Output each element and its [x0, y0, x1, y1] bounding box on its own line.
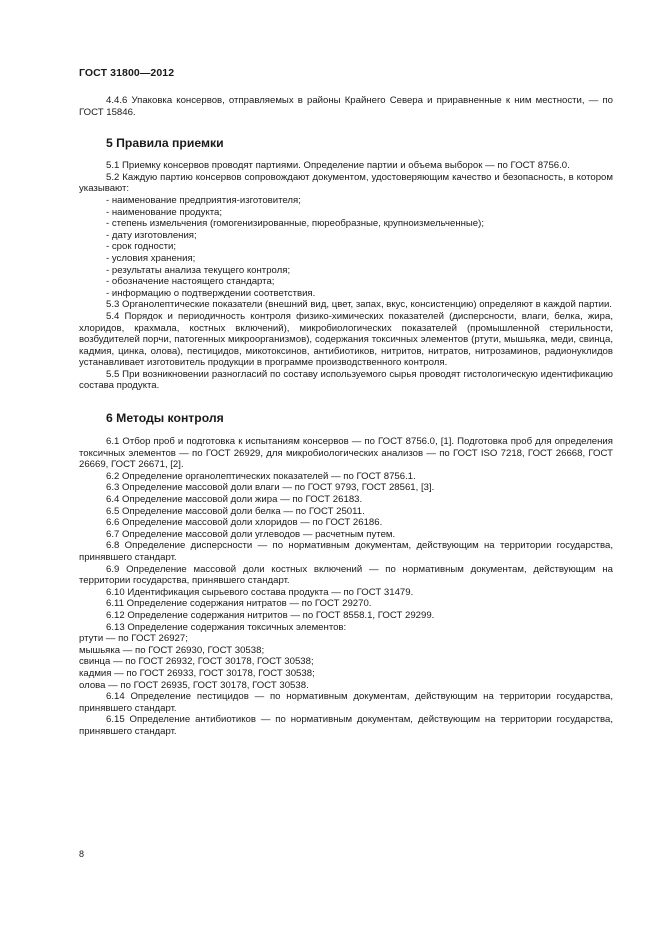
- paragraph-5-2: 5.2 Каждую партию консервов сопровождают документом, удостоверяющим качество и безопасность, в котором указывают:: [79, 171, 613, 195]
- paragraph-6-15: 6.15 Определение антибиотиков — по нормативным документам, действующим на территории государства, принявшего стандарт.: [79, 714, 613, 737]
- paragraph-6-12: 6.12 Определение содержания нитритов — по ГОСТ 8558.1, ГОСТ 29299.: [106, 609, 435, 621]
- paragraph-6-2: 6.2 Определение органолептических показателей — по ГОСТ 8756.1.: [106, 470, 416, 482]
- toxic-element-line: кадмия — по ГОСТ 26933, ГОСТ 30178, ГОСТ 30538;: [79, 667, 315, 679]
- paragraph-6-11: 6.11 Определение содержания нитратов — по ГОСТ 29270.: [106, 598, 372, 610]
- paragraph-6-7: 6.7 Определение массовой доли углеводов — расчетным путем.: [106, 528, 396, 540]
- paragraph-6-9: 6.9 Определение массовой доли костных включений — по нормативным документам, действующим на территории государства, принявшего стандарт.: [79, 563, 613, 587]
- page-number: 8: [79, 849, 85, 859]
- paragraph-6-8: 6.8 Определение дисперсности — по нормативным документам, действующим на территории государства, принявшего стандарт.: [79, 540, 613, 563]
- paragraph-5-4: 5.4 Порядок и периодичность контроля физико-химических показателей (дисперсности, влаги, белка, жира, хлоридов, крахмала, костных включений), микробиологических показателей (промышленной стерильности, возбудителей порчи, патогенных микроорганизмов), содержания токсичных элементов (ртути, мышьяка, меди, свинца, кадмия, цинка, олова), пестицидов, микотоксинов, антибиотиков, нитритов, нитратов, нитрозаминов, радионуклидов устанавливает изготовитель продукции в программе производственного контроля.: [79, 310, 613, 369]
- toxic-element-line: свинца — по ГОСТ 26932, ГОСТ 30178, ГОСТ 30538;: [79, 656, 314, 668]
- toxic-element-line: олова — по ГОСТ 26935, ГОСТ 30178, ГОСТ 30538.: [79, 679, 309, 691]
- list-item: - дату изготовления;: [106, 229, 197, 241]
- paragraph-6-4: 6.4 Определение массовой доли жира — по ГОСТ 26183.: [106, 494, 363, 506]
- paragraph-5-1: 5.1 Приемку консервов проводят партиями. Определение партии и объема выборок — по ГОСТ 8756.0.: [106, 160, 570, 172]
- paragraph-5-3: 5.3 Органолептические показатели (внешний вид, цвет, запах, вкус, консистенцию) определяют в каждой партии.: [106, 299, 612, 311]
- paragraph-6-3: 6.3 Определение массовой доли влаги — по ГОСТ 9793, ГОСТ 28561, [3].: [106, 482, 435, 494]
- list-item: - обозначение настоящего стандарта;: [106, 276, 275, 288]
- list-item: - наименование продукта;: [106, 206, 223, 218]
- list-item: - условия хранения;: [106, 252, 196, 264]
- toxic-element-line: ртути — по ГОСТ 26927;: [79, 633, 188, 645]
- paragraph-4-4-6: 4.4.6 Упаковка консервов, отправляемых в районы Крайнего Севера и приравненные к ним местности, — по ГОСТ 15846.: [79, 95, 613, 118]
- list-item: - наименование предприятия-изготовителя;: [106, 194, 301, 206]
- paragraph-6-5: 6.5 Определение массовой доли белка — по ГОСТ 25011.: [106, 505, 365, 517]
- document-code: ГОСТ 31800—2012: [79, 67, 175, 79]
- paragraph-6-10: 6.10 Идентификация сырьевого состава продукта — по ГОСТ 31479.: [106, 586, 414, 598]
- list-item: - срок годности;: [106, 241, 177, 253]
- list-item: - результаты анализа текущего контроля;: [106, 264, 291, 276]
- paragraph-6-14: 6.14 Определение пестицидов — по нормативным документам, действующим на территории государства, принявшего стандарт.: [79, 691, 613, 714]
- list-item: - информацию о подтверждении соответствия.: [106, 287, 316, 299]
- page-content: [79, 95, 613, 738]
- list-item: - степень измельчения (гомогенизированные, пюреобразные, крупноизмельченные);: [106, 218, 485, 230]
- section-5-heading: 5 Правила приемки: [106, 136, 224, 151]
- paragraph-6-13: 6.13 Определение содержания токсичных элементов:: [106, 621, 347, 633]
- paragraph-5-5: 5.5 При возникновении разногласий по составу используемого сырья проводят гистологическую идентификацию состава продукта.: [79, 368, 613, 392]
- paragraph-6-1: 6.1 Отбор проб и подготовка к испытаниям консервов — по ГОСТ 8756.0, [1]. Подготовка проб для определения токсичных элементов — по ГОСТ 26929, для микробиологических анализов — по ГОСТ ISO 7218, ГОСТ 26668, ГОСТ 26669, ГОСТ 26671, [2].: [79, 436, 613, 471]
- paragraph-6-6: 6.6 Определение массовой доли хлоридов — по ГОСТ 26186.: [106, 517, 383, 529]
- toxic-element-line: мышьяка — по ГОСТ 26930, ГОСТ 30538;: [79, 644, 265, 656]
- section-6-heading: 6 Методы контроля: [106, 411, 224, 426]
